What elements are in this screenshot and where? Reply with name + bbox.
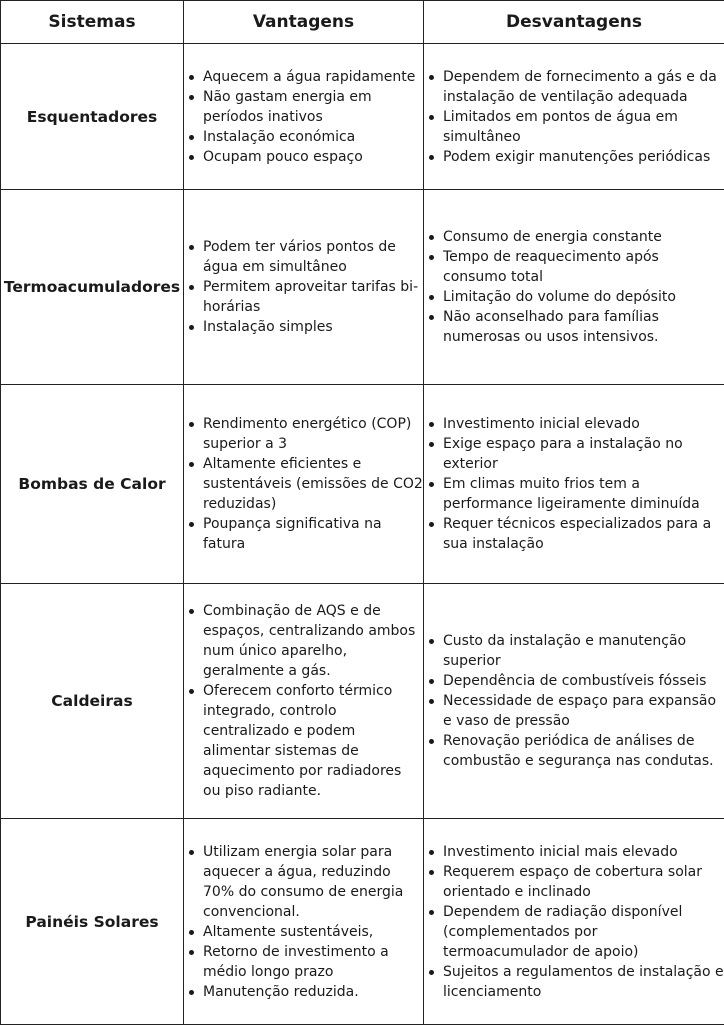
advantages-cell [184, 819, 424, 1025]
list-item: Não gastam energia em períodos inativos [203, 87, 423, 127]
disadvantages-list [424, 414, 724, 554]
list-item: Permitem aproveitar tarifas bi-horárias [203, 277, 423, 317]
list-item: Necessidade de espaço para expansão e vaso de pressão [443, 691, 724, 731]
list-item: Requer técnicos especializados para a sua instalação [443, 514, 724, 554]
list-item: Investimento inicial elevado [443, 414, 724, 434]
list-item: Tempo de reaquecimento após consumo total [443, 247, 724, 287]
system-name: Caldeiras [1, 584, 184, 819]
table-row [1, 385, 724, 584]
list-item: Instalação simples [203, 317, 423, 337]
advantages-list [184, 237, 423, 337]
list-item: Retorno de investimento a médio longo prazo [203, 942, 423, 982]
table-row [1, 819, 724, 1025]
list-item: Combinação de AQS e de espaços, centralizando ambos num único aparelho, geralmente a gás. [203, 601, 423, 681]
header-systems: Sistemas [1, 1, 184, 44]
disadvantages-cell [424, 584, 724, 819]
list-item: Ocupam pouco espaço [203, 147, 423, 167]
disadvantages-cell [424, 385, 724, 584]
header-disadvantages: Desvantagens [424, 1, 724, 44]
list-item: Requerem espaço de cobertura solar orientado e inclinado [443, 862, 724, 902]
list-item: Em climas muito frios tem a performance ligeiramente diminuída [443, 474, 724, 514]
list-item: Custo da instalação e manutenção superior [443, 631, 724, 671]
list-item: Oferecem conforto térmico integrado, controlo centralizado e podem alimentar sistemas de aquecimento por radiadores ou piso radiante. [203, 681, 423, 801]
system-name: Painéis Solares [1, 819, 184, 1025]
list-item: Poupança significativa na fatura [203, 514, 423, 554]
list-item: Renovação periódica de análises de combustão e segurança nas condutas. [443, 731, 724, 771]
list-item: Dependem de radiação disponível (complementados por termoacumulador de apoio) [443, 902, 724, 962]
advantages-cell [184, 190, 424, 385]
disadvantages-cell [424, 819, 724, 1025]
list-item: Utilizam energia solar para aquecer a água, reduzindo 70% do consumo de energia convencional. [203, 842, 423, 922]
list-item: Altamente eficientes e sustentáveis (emissões de CO2 reduzidas) [203, 454, 423, 514]
list-item: Limitação do volume do depósito [443, 287, 724, 307]
list-item: Dependência de combustíveis fósseis [443, 671, 724, 691]
list-item: Não aconselhado para famílias numerosas ou usos intensivos. [443, 307, 724, 347]
system-name: Bombas de Calor [1, 385, 184, 584]
table-row [1, 44, 724, 190]
advantages-list [184, 414, 423, 554]
list-item: Sujeitos a regulamentos de instalação e licenciamento [443, 962, 724, 1002]
list-item: Podem ter vários pontos de água em simultâneo [203, 237, 423, 277]
table-row [1, 584, 724, 819]
disadvantages-cell [424, 190, 724, 385]
list-item: Podem exigir manutenções periódicas [443, 147, 724, 167]
advantages-list [184, 601, 423, 801]
list-item: Investimento inicial mais elevado [443, 842, 724, 862]
list-item: Limitados em pontos de água em simultâneo [443, 107, 724, 147]
list-item: Dependem de fornecimento a gás e da instalação de ventilação adequada [443, 67, 724, 107]
list-item: Instalação económica [203, 127, 423, 147]
list-item: Consumo de energia constante [443, 227, 724, 247]
list-item: Rendimento energético (COP) superior a 3 [203, 414, 423, 454]
disadvantages-list [424, 631, 724, 771]
advantages-cell [184, 385, 424, 584]
disadvantages-list [424, 67, 724, 167]
list-item: Manutenção reduzida. [203, 982, 423, 1002]
list-item: Aquecem a água rapidamente [203, 67, 423, 87]
disadvantages-cell [424, 44, 724, 190]
system-name: Esquentadores [1, 44, 184, 190]
disadvantages-list [424, 227, 724, 347]
advantages-cell [184, 44, 424, 190]
header-row [1, 1, 724, 44]
list-item: Altamente sustentáveis, [203, 922, 423, 942]
advantages-list [184, 67, 423, 167]
list-item: Exige espaço para a instalação no exterior [443, 434, 724, 474]
table-row [1, 190, 724, 385]
header-advantages: Vantagens [184, 1, 424, 44]
system-name: Termoacumuladores [1, 190, 184, 385]
advantages-list [184, 842, 423, 1002]
disadvantages-list [424, 842, 724, 1002]
advantages-cell [184, 584, 424, 819]
